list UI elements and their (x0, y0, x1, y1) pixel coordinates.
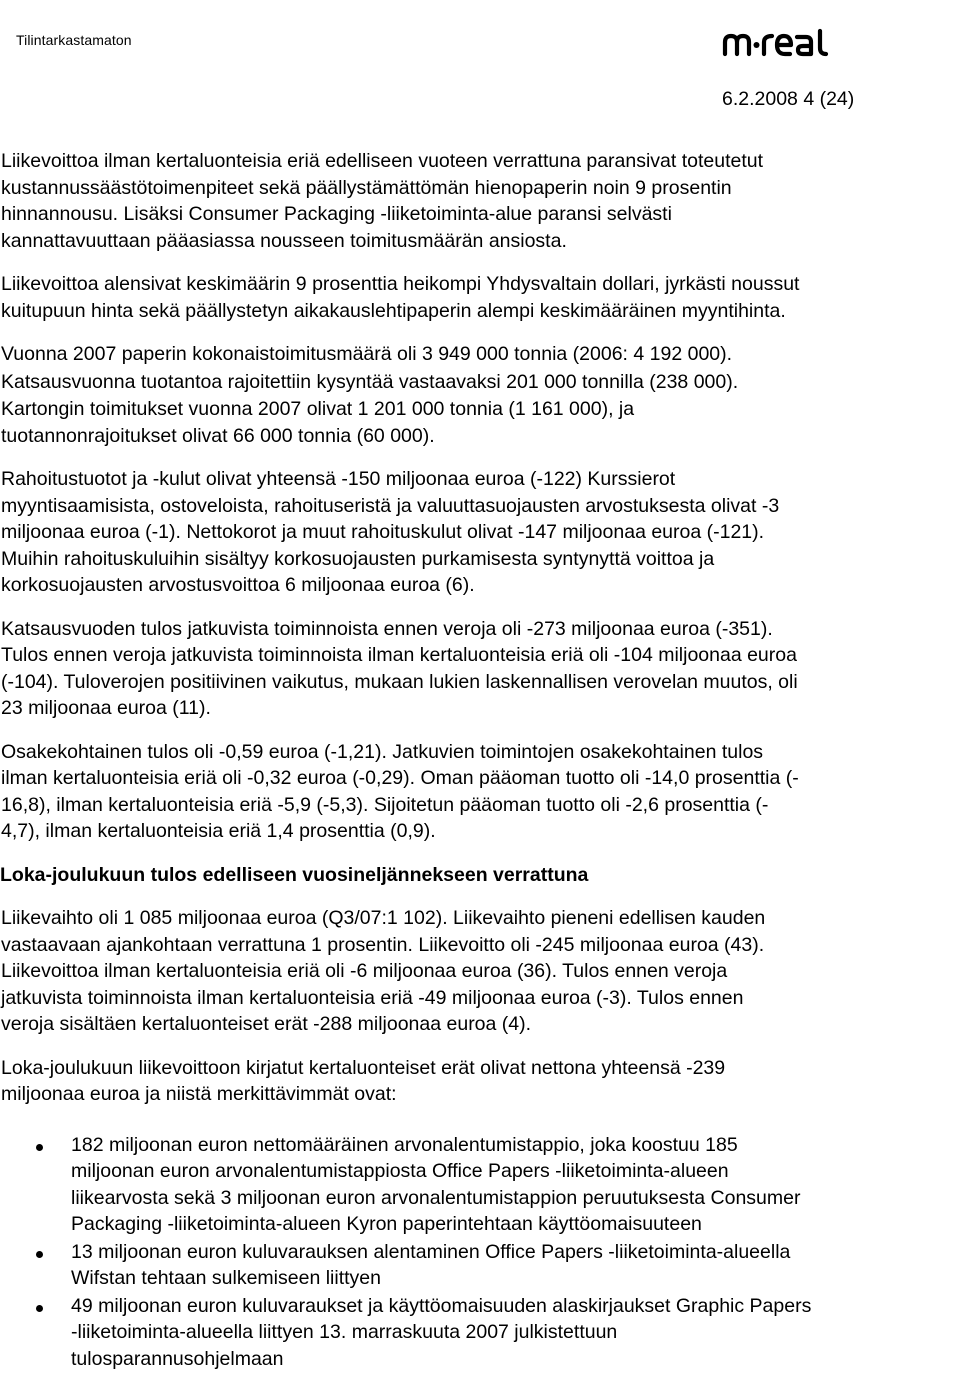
section-heading: Loka-joulukuun tulos edelliseen vuosineljännekseen verrattuna (0, 863, 589, 886)
bullet-icon (36, 1144, 43, 1151)
paragraph: Vuonna 2007 paperin kokonaistoimitusmäärä oli 3 949 000 tonnia (2006: 4 192 000). (1, 343, 733, 365)
paragraph: Liikevoittoa alensivat keskimäärin 9 prosenttia heikompi Yhdysvaltain dollari, jyrkästi noussut kuitupuun hinta sekä päällystetyn aikakauslehtipaperin alempi keskimääräinen myyntihinta. (1, 273, 800, 322)
list-item-text: 49 miljoonan euron kuluvaraukset ja käyttöomaisuuden alaskirjaukset Graphic Papers -liiketoiminta-alueella liittyen 13. marraskuuta 2007 julkistettuun tulosparannusohjelmaan (71, 1294, 812, 1370)
paragraph: Kartongin toimitukset vuonna 2007 olivat 1 201 000 tonnia (1 161 000), ja tuotannonrajoitukset olivat 66 000 tonnia (60 000). (1, 398, 635, 447)
bullet-icon (36, 1251, 43, 1258)
date-page-number: 6.2.2008 4 (24) (722, 88, 855, 110)
list-item (0, 1132, 960, 1238)
bullet-icon (36, 1305, 43, 1312)
list-item-text: 13 miljoonan euron kuluvarauksen alentaminen Office Papers -liiketoiminta-alueella Wifstan tehtaan sulkemiseen liittyen (71, 1240, 791, 1289)
document-body (0, 148, 960, 1373)
bullet-list (0, 1132, 960, 1373)
paragraph: Liikevaihto oli 1 085 miljoonaa euroa (Q3/07:1 102). Liikevaihto pieneni edellisen kauden vastaavaan ajankohtaan verrattuna 1 prosentin. Liikevoitto oli -245 miljoonaa euroa (43). Liikevoittoa ilman kertaluonteisia eriä oli -6 miljoonaa euroa (36). Tulos ennen veroja jatkuvista toiminnoista ilman kertaluonteisia eriä -49 miljoonaa euroa (-3). Tulos ennen veroja sisältäen kertaluonteiset erät -288 miljoonaa euroa (4). (1, 907, 766, 1035)
document-status: Tilintarkastamaton (16, 32, 132, 48)
paragraph: Katsausvuoden tulos jatkuvista toiminnoista ennen veroja oli -273 miljoonaa euroa (-351). Tulos ennen veroja jatkuvista toiminnoista ilman kertaluonteisia eriä oli -104 miljoonaa euroa (-104). Tuloverojen positiivinen vaikutus, mukaan lukien laskennallisen verovelan muutos, oli 23 miljoonaa euroa (11). (1, 617, 798, 719)
paragraph: Loka-joulukuun liikevoittoon kirjatut kertaluonteiset erät olivat nettona yhteensä -239 miljoonaa euroa ja niistä merkittävimmät ovat: (1, 1056, 726, 1105)
mreal-logo-icon (722, 28, 840, 60)
paragraph: Osakekohtainen tulos oli -0,59 euroa (-1,21). Jatkuvien toimintojen osakekohtainen tulos ilman kertaluonteisia eriä oli -0,32 euroa (-0,29). Oman pääoman tuotto oli -14,0 prosenttia (- 16,8), ilman kertaluonteisia eriä -5,9 (-5,3). Sijoitetun pääoman tuotto oli -2,6 prosenttia (- 4,7), ilman kertaluonteisia eriä 1,4 prosenttia (0,9). (1, 740, 799, 842)
list-item (0, 1239, 960, 1292)
paragraph: Liikevoittoa ilman kertaluonteisia eriä edelliseen vuoteen verrattuna paransivat toteutetut kustannussäästötoimenpiteet sekä päällystämättömän hienopaperin noin 9 prosentin hinnannousu. Lisäksi Consumer Packaging -liiketoiminta-alue paransi selvästi kannattavuuttaan pääasiassa nousseen toimitusmäärän ansiosta. (1, 150, 764, 252)
paragraph: Katsausvuonna tuotantoa rajoitettiin kysyntää vastaavaksi 201 000 tonnilla (238 000). (1, 370, 739, 393)
list-item-text: 182 miljoonan euron nettomääräinen arvonalentumistappio, joka koostuu 185 miljoonan euron arvonalentumistappiosta Office Papers -liiketoiminta-alueen liikearvosta sekä 3 miljoonan euron arvonalentumistappion peruutuksesta Consumer Packaging -liiketoiminta-alueen Kyron paperintehtaan käyttöomaisuuteen (71, 1133, 801, 1235)
paragraph: Rahoitustuotot ja -kulut olivat yhteensä -150 miljoonaa euroa (-122) Kurssierot myyntisaamisista, ostoveloista, rahoituseristä ja valuuttasuojausten arvostuksesta olivat -3 miljoonaa euroa (-1). Nettokorot ja muut rahoituskulut olivat -147 miljoonaa euroa (-121). Muihin rahoituskuluihin sisältyy korkosuojausten purkamisesta syntynyttä voittoa ja korkosuojausten arvostusvoittoa 6 miljoonaa euroa (6). (1, 468, 780, 596)
list-item (0, 1293, 960, 1373)
company-logo (722, 28, 840, 60)
